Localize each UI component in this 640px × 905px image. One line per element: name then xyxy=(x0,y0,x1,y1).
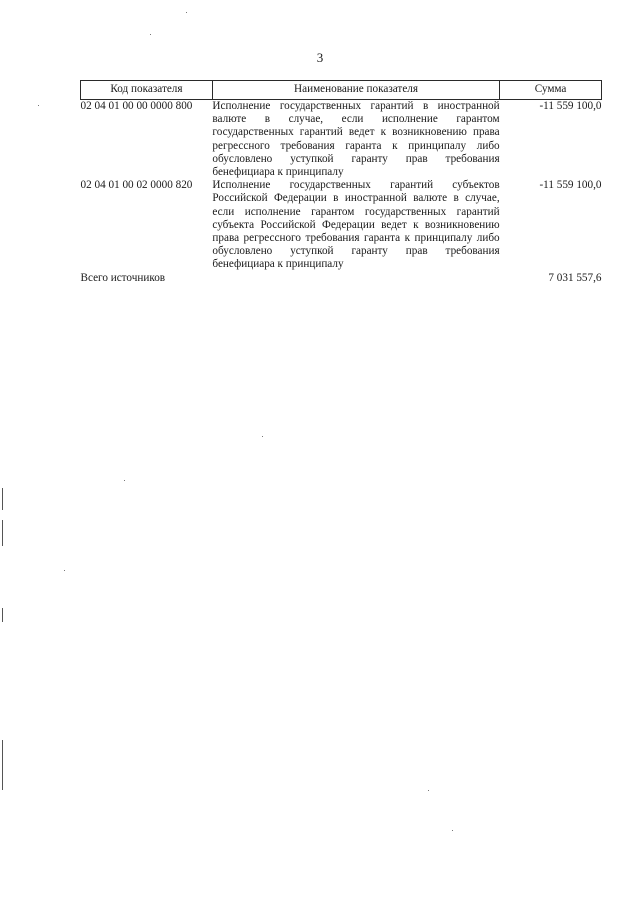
scan-speck xyxy=(124,480,125,481)
row-sum: -11 559 100,0 xyxy=(539,100,602,112)
row-code: 02 04 01 00 02 0000 820 xyxy=(80,179,193,192)
scan-speck xyxy=(262,436,263,437)
table-row xyxy=(81,179,602,271)
table-row xyxy=(81,100,602,180)
row-name: Исполнение государственных гарантий в иностранной валюте в случае, если исполнение гарантом государственных гарантий ведет к возникновению права регрессного требования гаранта к принципалу либо обусловлено уступкой гаранту прав требования бенефициара к принципалу xyxy=(212,100,500,179)
total-label: Всего источников xyxy=(80,271,166,284)
sources-table xyxy=(80,80,602,285)
scan-speck xyxy=(186,12,187,13)
scan-speck xyxy=(150,34,151,35)
header-name: Наименование показателя xyxy=(212,81,499,100)
scan-edge-mark xyxy=(2,488,3,510)
row-sum: -11 559 100,0 xyxy=(539,179,602,192)
total-sum: 7 031 557,6 xyxy=(548,271,602,284)
scan-edge-mark xyxy=(2,740,3,790)
header-code: Код показателя xyxy=(81,81,213,100)
page-number: 3 xyxy=(316,50,324,65)
row-name: Исполнение государственных гарантий субъектов Российской Федерации в иностранной валюте в случае, если исполнение гарантом государственных гарантий субъекта Российской Федерации ведет к возникновению права регрессного требования гаранта к принципалу либо обусловлено уступкой гаранту прав требования бенефициара к принципалу xyxy=(212,179,500,271)
scan-speck xyxy=(38,105,39,106)
scan-speck xyxy=(428,790,429,791)
header-sum: Сумма xyxy=(500,81,602,100)
scan-edge-mark xyxy=(2,520,3,546)
scan-edge-mark xyxy=(2,608,3,622)
scan-speck xyxy=(64,570,65,571)
row-code: 02 04 01 00 00 0000 800 xyxy=(80,100,193,112)
total-spacer xyxy=(212,272,499,285)
scan-speck xyxy=(452,830,453,831)
table-header-row xyxy=(81,81,602,100)
total-row xyxy=(81,272,602,285)
